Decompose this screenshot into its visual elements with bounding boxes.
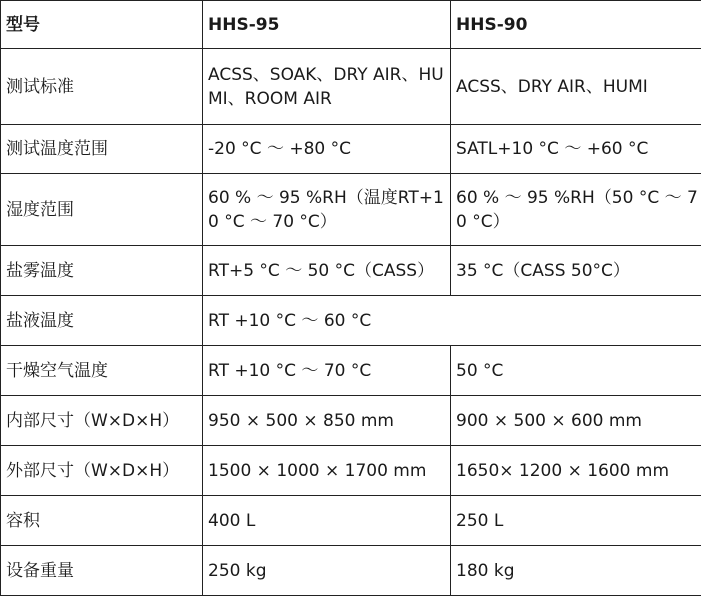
row-label: 测试温度范围 [1,125,203,174]
table-row [1,174,701,246]
cell-merged: RT +10 °C ～ 60 °C [203,296,701,346]
table-row [1,346,701,396]
row-label: 内部尺寸（W×D×H） [1,396,203,446]
cell-model-a: 250 kg [203,546,451,596]
cell-model-b: 180 kg [451,546,701,596]
cell-model-a: RT +10 °C ～ 70 °C [203,346,451,396]
cell-model-a: 1500 × 1000 × 1700 mm [203,446,451,496]
row-label: 外部尺寸（W×D×H） [1,446,203,496]
row-label: 测试标准 [1,49,203,125]
table-row [1,546,701,596]
cell-model-b: 35 °C（CASS 50°C） [451,246,701,296]
table-row [1,125,701,174]
cell-model-a: 60 % ～ 95 %RH（温度RT+10 °C ～ 70 °C） [203,174,451,246]
cell-model-b: 250 L [451,496,701,546]
table-row [1,396,701,446]
cell-model-b: 1650× 1200 × 1600 mm [451,446,701,496]
table-row [1,496,701,546]
table-header-row [1,1,701,49]
table-row [1,246,701,296]
header-model-b: HHS-90 [451,1,701,49]
cell-model-b: 900 × 500 × 600 mm [451,396,701,446]
cell-model-b: 50 °C [451,346,701,396]
header-model-a: HHS-95 [203,1,451,49]
row-label: 容积 [1,496,203,546]
cell-model-a: RT+5 °C ～ 50 °C（CASS） [203,246,451,296]
cell-model-a: 400 L [203,496,451,546]
cell-model-b: SATL+10 °C ～ +60 °C [451,125,701,174]
cell-model-a: ACSS、SOAK、DRY AIR、HUMI、ROOM AIR [203,49,451,125]
row-label: 盐液温度 [1,296,203,346]
table-row [1,49,701,125]
cell-model-b: 60 % ～ 95 %RH（50 °C ～ 70 °C） [451,174,701,246]
table-row [1,446,701,496]
row-label: 湿度范围 [1,174,203,246]
table-row [1,296,701,346]
row-label: 盐雾温度 [1,246,203,296]
header-label: 型号 [1,1,203,49]
cell-model-b: ACSS、DRY AIR、HUMI [451,49,701,125]
row-label: 干燥空气温度 [1,346,203,396]
row-label: 设备重量 [1,546,203,596]
cell-model-a: -20 °C ～ +80 °C [203,125,451,174]
cell-model-a: 950 × 500 × 850 mm [203,396,451,446]
